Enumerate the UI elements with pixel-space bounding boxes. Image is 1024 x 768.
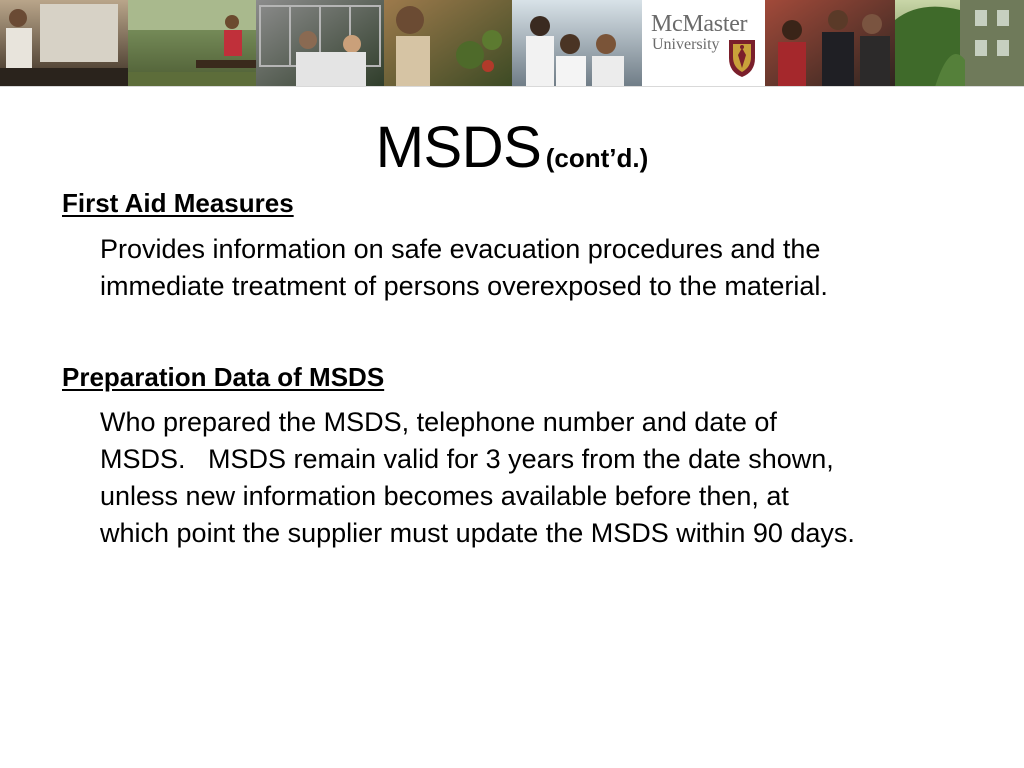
university-logo <box>642 0 765 87</box>
body-line: unless new information becomes available before then, at <box>100 481 789 511</box>
banner-photos <box>0 0 1024 87</box>
section-body-first-aid <box>100 231 1000 305</box>
body-line: immediate treatment of persons overexposed to the material. <box>100 271 828 301</box>
section-heading-first-aid: First Aid Measures <box>62 188 294 218</box>
title-sub: (cont’d.) <box>545 143 649 173</box>
logo-sub: University <box>652 36 720 53</box>
logo-name: McMaster <box>651 11 748 37</box>
body-line: which point the supplier must update the MSDS within 90 days. <box>100 518 855 548</box>
banner-divider <box>0 86 1024 87</box>
body-line: MSDS. MSDS remain valid for 3 years from the date shown, <box>100 444 834 474</box>
title-main: MSDS <box>375 115 542 180</box>
photo-banner <box>0 0 1024 87</box>
body-line: Provides information on safe evacuation procedures and the <box>100 234 821 264</box>
section-heading-preparation-data: Preparation Data of MSDS <box>62 362 385 392</box>
section-body-preparation-data <box>100 404 1000 552</box>
body-line: Who prepared the MSDS, telephone number and date of <box>100 407 777 437</box>
crest-icon <box>727 38 757 78</box>
